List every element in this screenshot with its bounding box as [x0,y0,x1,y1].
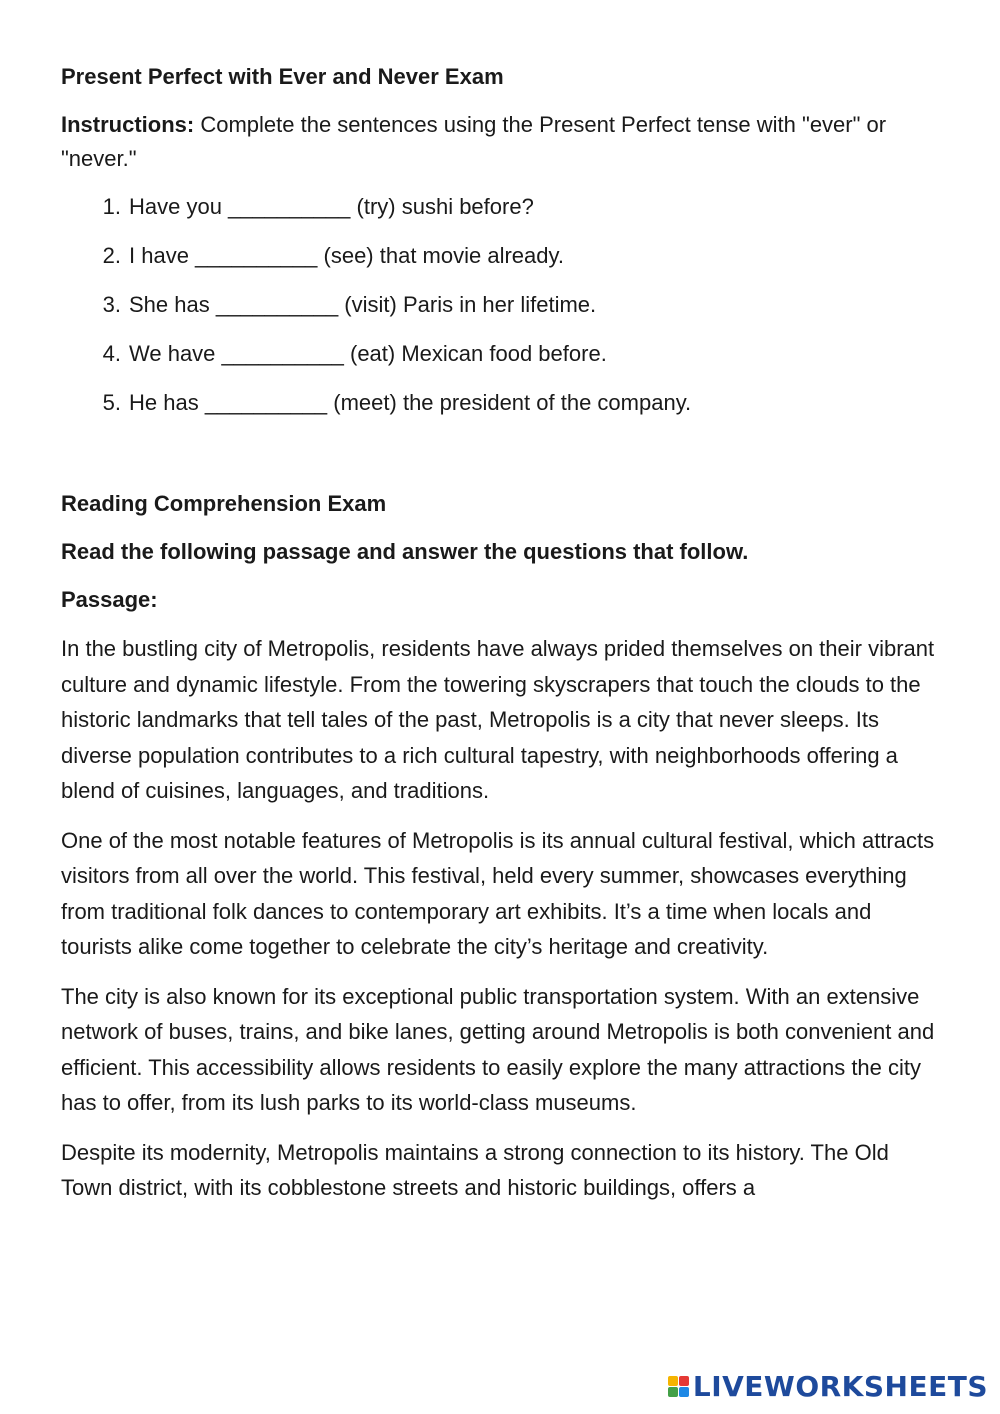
question-item [61,337,941,371]
section-spacer [61,435,941,487]
section2-subtitle: Read the following passage and answer the questions that follow. [61,539,749,564]
logo-square [679,1376,689,1386]
instructions [61,108,941,176]
logo-square [668,1376,678,1386]
liveworksheets-logo-icon [668,1376,689,1397]
instructions-label: Instructions: [61,112,195,137]
question-item [61,386,941,420]
question-number: 2. [102,243,121,268]
question-number: 3. [102,292,121,317]
passage-paragraph: One of the most notable features of Metropolis is its annual cultural festival, which attracts visitors from all over the world. This festival, held every summer, showcases everything from traditional folk dances to contemporary art exhibits. It’s a time when locals and tourists alike come together to celebrate the city’s heritage and creativity. [61,827,935,959]
passage-paragraph: In the bustling city of Metropolis, residents have always prided themselves on their vibrant culture and dynamic lifestyle. From the towering skyscrapers that touch the clouds to the historic landmarks that tell tales of the past, Metropolis is a city that never sleeps. Its diverse population contributes to a rich cultural tapestry, with neighborhoods offering a blend of cuisines, languages, and traditions. [61,636,935,803]
passage-paragraph: The city is also known for its exceptional public transportation system. With an extensive network of buses, trains, and bike lanes, getting around Metropolis is both convenient and efficient. This accessibility allows residents to easily explore the many attractions the city has to offer, from its lush parks to its world-class museums. [61,983,935,1115]
question-text: We have __________ (eat) Mexican food before. [129,341,607,366]
logo-square [668,1387,678,1397]
question-list [61,190,941,420]
question-number: 4. [102,341,121,366]
instructions-text: Complete the sentences using the Present Perfect tense with "ever" or "never." [61,112,887,171]
passage-label: Passage: [61,587,158,612]
question-text: She has __________ (visit) Paris in her lifetime. [129,292,597,317]
question-number: 1. [102,194,121,219]
question-item [61,239,941,273]
section1-title: Present Perfect with Ever and Never Exam [61,64,504,89]
question-text: I have __________ (see) that movie already. [129,243,564,268]
question-text: Have you __________ (try) sushi before? [129,194,534,219]
logo-square [679,1387,689,1397]
section2-title: Reading Comprehension Exam [61,491,387,516]
worksheet-page [61,60,941,1220]
passage-paragraph: Despite its modernity, Metropolis maintains a strong connection to its history. The Old Town district, with its cobblestone streets and historic buildings, offers a [61,1139,889,1200]
question-item [61,288,941,322]
question-text: He has __________ (meet) the president of the company. [129,390,692,415]
question-number: 5. [102,390,121,415]
question-item [61,190,941,224]
liveworksheets-logo-text: LIVEWORKSHEETS [692,1369,988,1403]
liveworksheets-logo [668,1370,988,1402]
